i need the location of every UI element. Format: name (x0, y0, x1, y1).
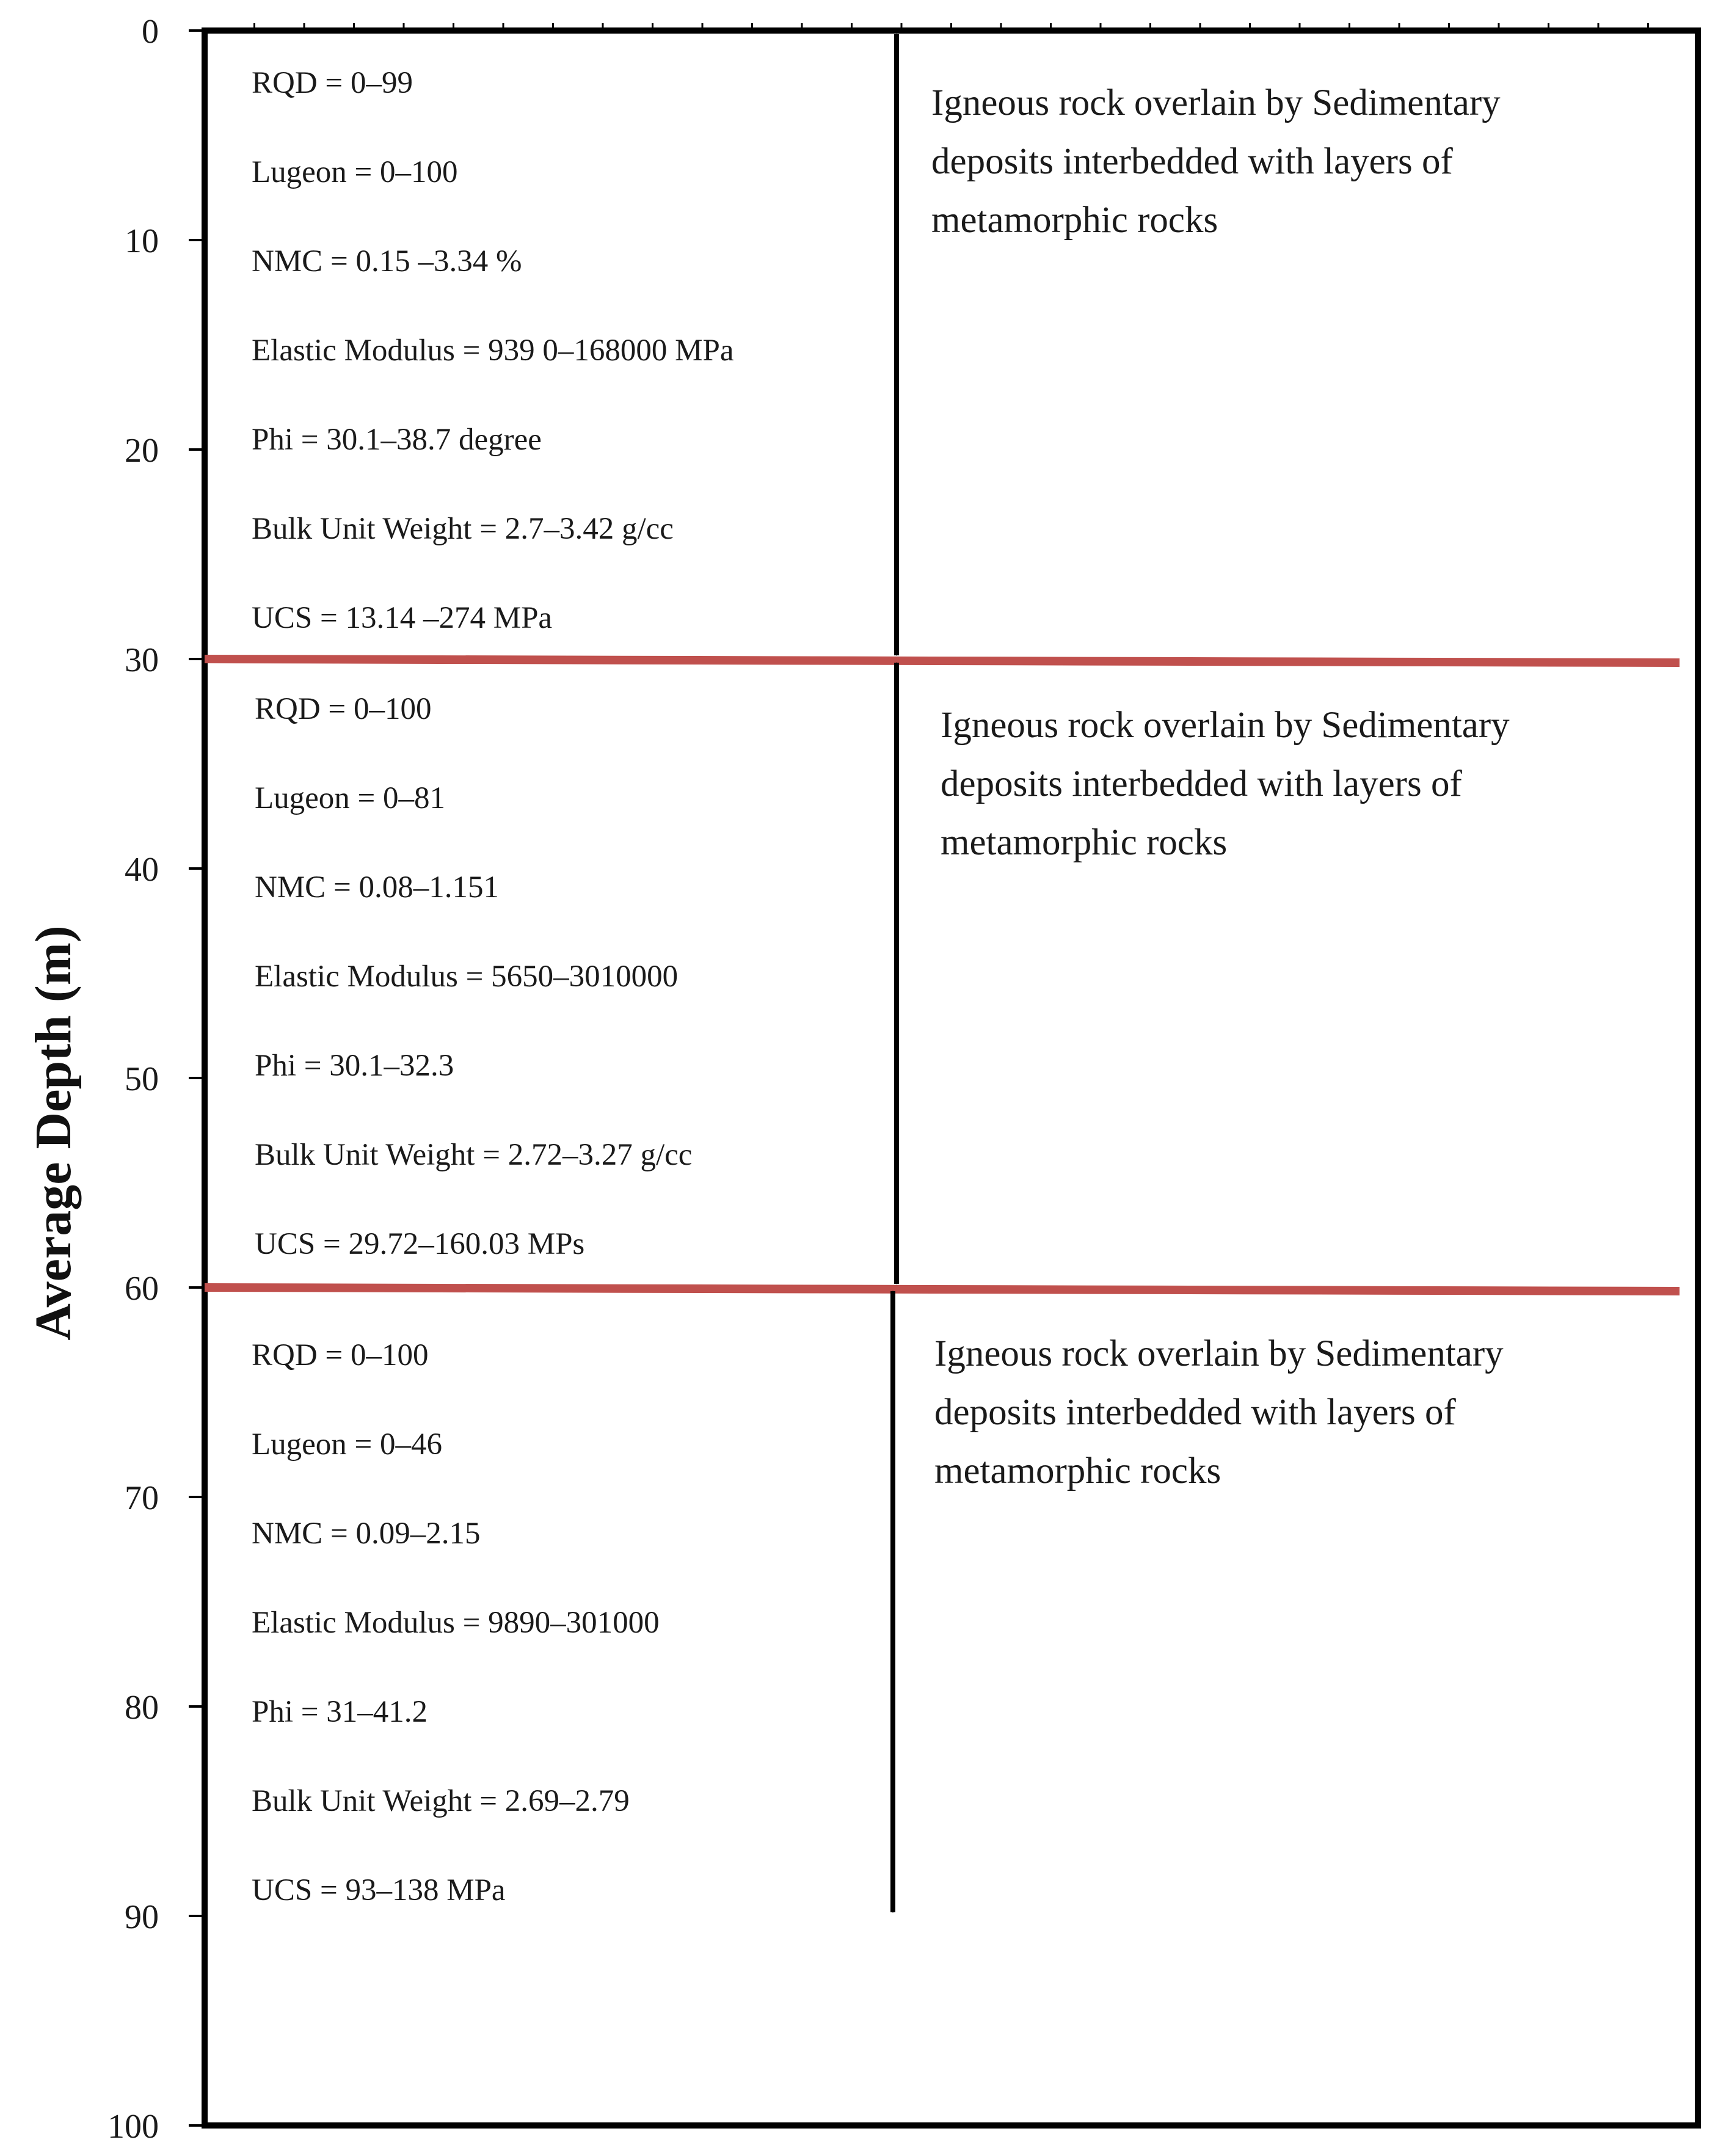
layer-property: NMC = 0.15 –3.34 % (252, 244, 522, 279)
layer-description-line: deposits interbedded with layers of (934, 1392, 1456, 1433)
layer-description-line: metamorphic rocks (931, 200, 1218, 241)
depth-tick-label: 20 (125, 432, 159, 470)
layer-properties (252, 66, 734, 1907)
layer-property: RQD = 0–100 (255, 692, 432, 726)
layer-property: Lugeon = 0–81 (255, 781, 446, 815)
layer-property: Bulk Unit Weight = 2.72–3.27 g/cc (255, 1138, 693, 1172)
layer-property: Lugeon = 0–46 (252, 1427, 443, 1462)
layer-property: Phi = 31–41.2 (252, 1695, 428, 1729)
layer-description-line: deposits interbedded with layers of (941, 763, 1462, 804)
layer-property: Elastic Modulus = 5650–3010000 (255, 960, 679, 994)
layer-property: Elastic Modulus = 939 0–168000 MPa (252, 333, 734, 368)
layer-property: UCS = 93–138 MPa (252, 1873, 506, 1907)
depth-tick-label: 90 (125, 1898, 159, 1936)
depth-tick-label: 10 (125, 222, 159, 260)
layer-boundary-line (205, 1287, 1680, 1291)
depth-tick-label: 60 (125, 1270, 159, 1308)
layer-property: Phi = 30.1–38.7 degree (252, 423, 542, 457)
axis-title: Average Depth (m) (25, 925, 82, 1341)
layer-description-line: metamorphic rocks (941, 822, 1228, 863)
layer-description-line: Igneous rock overlain by Sedimentary (934, 1333, 1504, 1374)
layer-boundary-line (205, 659, 1680, 663)
layer-property: Elastic Modulus = 9890–301000 (252, 1606, 660, 1640)
layer-property: NMC = 0.08–1.151 (255, 870, 499, 905)
depth-tick-label: 0 (142, 13, 159, 51)
layer-property: Bulk Unit Weight = 2.69–2.79 (252, 1784, 630, 1818)
layer-property: UCS = 13.14 –274 MPa (252, 601, 553, 635)
depth-tick-label: 30 (125, 641, 159, 679)
depth-tick-label: 50 (125, 1060, 159, 1098)
layer-property: UCS = 29.72–160.03 MPs (255, 1227, 585, 1261)
layer-extent-arrows (893, 34, 897, 1912)
depth-tick-label: 70 (125, 1479, 159, 1517)
layer-descriptions (931, 82, 1510, 1491)
layer-description-line: Igneous rock overlain by Sedimentary (941, 705, 1510, 746)
layer-property: RQD = 0–100 (252, 1338, 429, 1372)
layer-property: NMC = 0.09–2.15 (252, 1517, 481, 1551)
depth-tick-label: 40 (125, 851, 159, 889)
layer-description-line: metamorphic rocks (934, 1451, 1221, 1491)
layer-property: Phi = 30.1–32.3 (255, 1049, 454, 1083)
depth-tick-label: 80 (125, 1689, 159, 1727)
layer-description-line: deposits interbedded with layers of (931, 141, 1453, 182)
layer-property: Lugeon = 0–100 (252, 155, 458, 189)
layer-description-line: Igneous rock overlain by Sedimentary (931, 82, 1501, 123)
layer-property: Bulk Unit Weight = 2.7–3.42 g/cc (252, 512, 674, 546)
depth-tick-label: 100 (107, 2108, 159, 2146)
layer-property: RQD = 0–99 (252, 66, 413, 100)
